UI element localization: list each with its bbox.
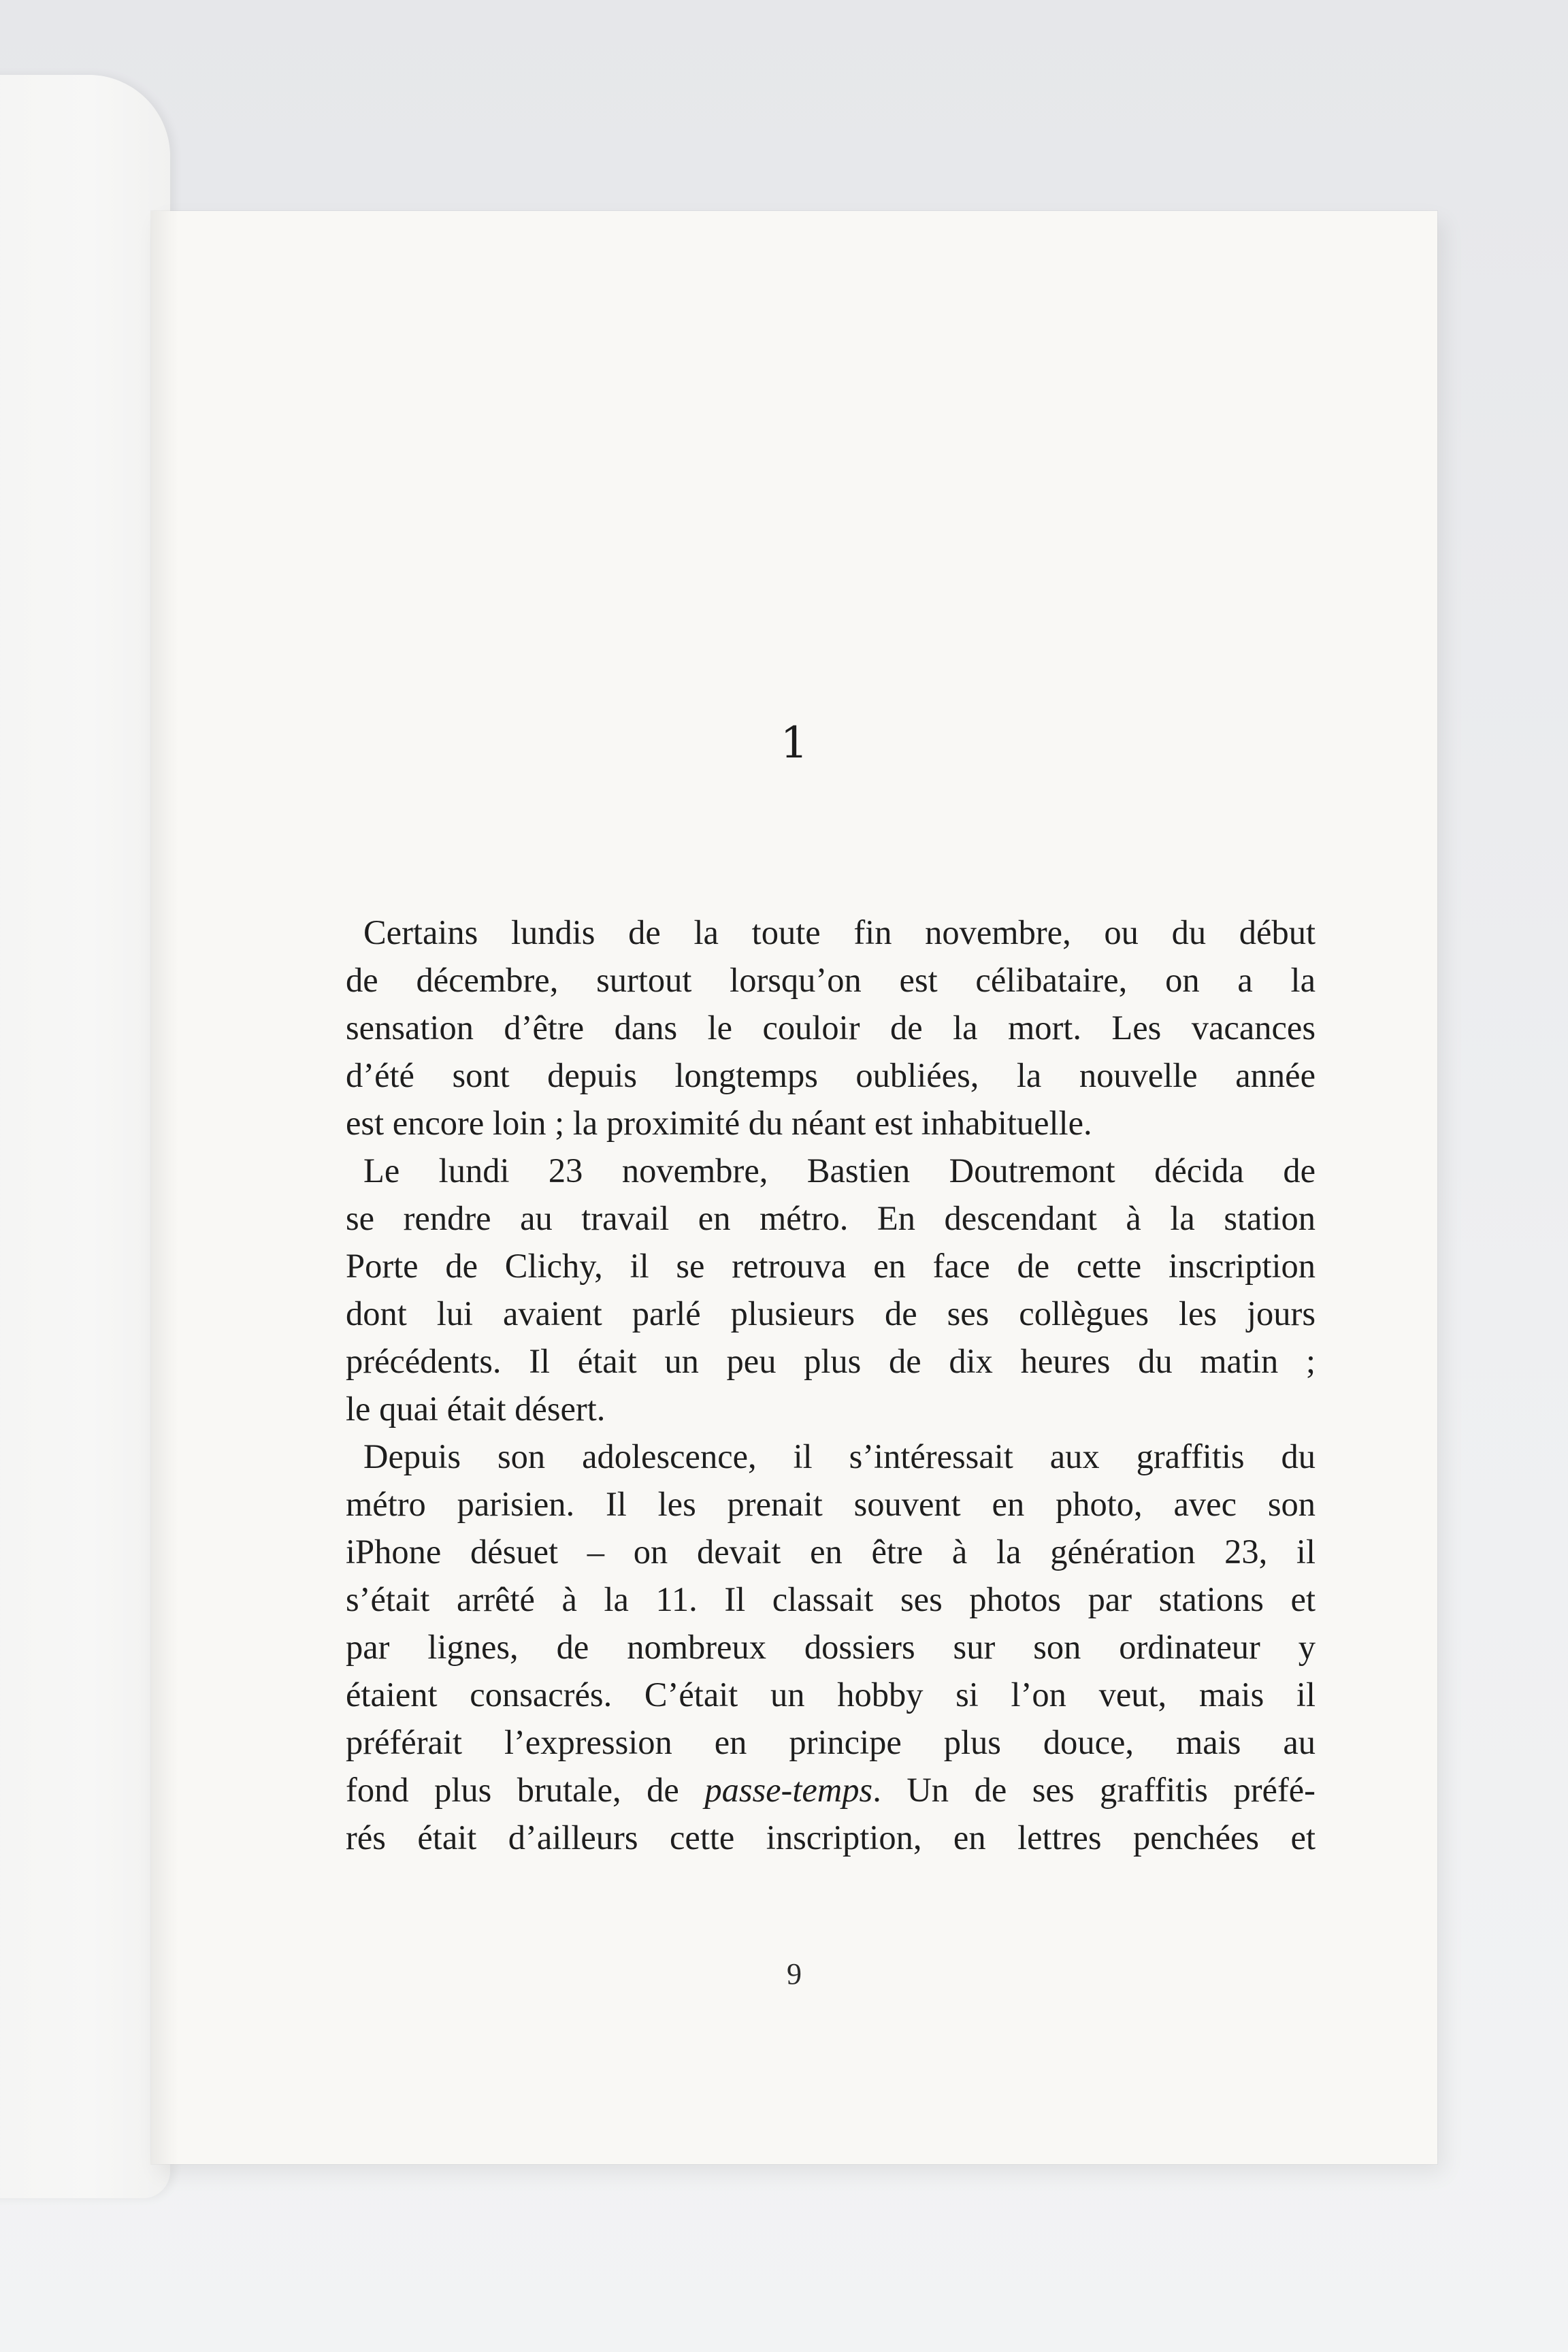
paragraph-2 [346,1147,1316,1433]
text-line: s’était arrêté à la 11. Il classait ses photos par stations et [346,1580,1316,1618]
text-line: Porte de Clichy, il se retrouva en face de cette inscription [346,1247,1316,1285]
text-line: sensation d’être dans le couloir de la mort. Les vacances [346,1009,1316,1047]
text-line: est encore loin ; la proximité du néant est inhabituelle. [346,1104,1092,1142]
chapter-body [346,909,1316,1861]
text-line: préférait l’expression en principe plus douce, mais au [346,1723,1316,1761]
text-line: d’été sont depuis longtemps oubliées, la nouvelle année [346,1056,1316,1094]
page-number: 9 [787,1957,802,1991]
text-line: iPhone désuet – on devait en être à la génération 23, il [346,1533,1316,1571]
text-line: se rendre au travail en métro. En descendant à la station [346,1199,1316,1237]
text-run: fond plus brutale, de [346,1771,705,1809]
italic-term: passe-temps [704,1771,873,1809]
text-line [346,1766,1316,1814]
paragraph-3 [346,1433,1316,1861]
text-line: rés était d’ailleurs cette inscription, en lettres penchées et [346,1818,1316,1857]
text-line: par lignes, de nombreux dossiers sur son ordinateur y [346,1628,1316,1666]
underlying-left-page [0,75,170,2198]
text-line: Le lundi 23 novembre, Bastien Doutremont décida de [363,1152,1316,1190]
book-page [151,211,1437,2164]
text-line: Depuis son adolescence, il s’intéressait aux graffitis du [363,1437,1316,1475]
chapter-number: 1 [780,718,808,768]
paragraph-1 [346,909,1316,1147]
text-line: de décembre, surtout lorsqu’on est célibataire, on a la [346,961,1316,999]
page-gutter-shadow [151,211,178,2164]
text-line: précédents. Il était un peu plus de dix heures du matin ; [346,1342,1316,1380]
text-line: étaient consacrés. C’était un hobby si l’on veut, mais il [346,1676,1316,1714]
text-line: dont lui avaient parlé plusieurs de ses collègues les jours [346,1294,1316,1333]
text-line: le quai était désert. [346,1390,606,1428]
text-line: Certains lundis de la toute fin novembre, ou du début [363,913,1316,951]
text-run: . Un de ses graffitis préfé- [872,1771,1316,1809]
text-line: métro parisien. Il les prenait souvent en photo, avec son [346,1485,1316,1523]
